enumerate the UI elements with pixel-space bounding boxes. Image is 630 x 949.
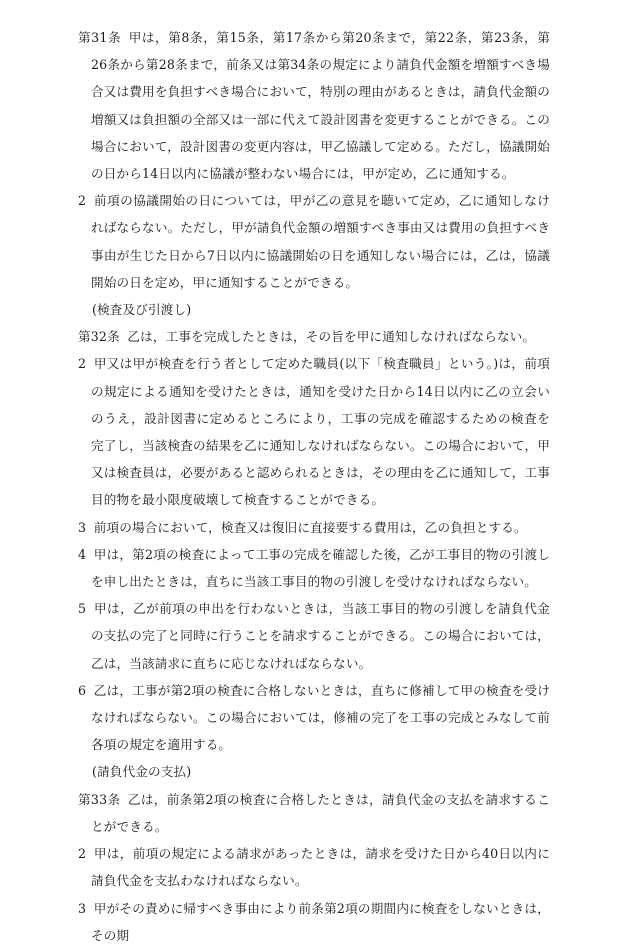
article-number: 第31条 (78, 30, 122, 45)
section-heading-payment: (請負代金の支払) (92, 764, 192, 780)
paragraph-text: 乙は，工事が第2項の検査に合格しないときは，直ちに修補して甲の検査を受けなければならない。この場合においては，修補の完了を工事の完成とみなして前各項の規定を適用する。 (91, 682, 550, 753)
paragraph-text: 甲は，乙が前項の申出を行わないときは，当該工事目的物の引渡しを請負代金の支払の完了と同時に行うことを請求することができる。この場合においては，乙は，当該請求に直ちに応じなければならない。 (91, 601, 550, 671)
paragraph-text: 甲がその責めに帰すべき事由により前条第2項の期間内に検査をしないときは，その期 (91, 900, 550, 943)
paragraph-number: 6 (78, 682, 87, 698)
paragraph-text: 甲は，第2項の検査によって工事の完成を確認した後，乙が工事目的物の引渡しを申し出たときは，直ちに当該工事目的物の引渡しを受けなければならない。 (91, 546, 550, 590)
article-32-para-4 (78, 541, 550, 595)
paragraph-text: 甲又は甲が検査を行う者として定めた職員(以下「検査職員」という。)は，前項の規定による通知を受けたときは，通知を受けた日から14日以内に乙の立会いのうえ，設計図書に定めるところにより，工事の完成を確認するための検査を完了し，当該検査の結果を乙に通知しなければならない。この場合において，甲又は検査員は，必要があると認められるときは，その理由を乙に通知して，工事目的物を最小限度破壊して検査することができる。 (91, 356, 550, 508)
paragraph-number: 2 (78, 846, 87, 862)
article-32-para-2 (78, 350, 550, 513)
paragraph-number: 2 (78, 356, 87, 372)
article-number: 第32条 (78, 329, 120, 345)
section-heading-inspection: (検査及び引渡し) (92, 302, 192, 318)
document-page (78, 24, 550, 949)
article-32-para-6 (78, 677, 550, 759)
article-text: 乙は，工事を完成したときは，その旨を甲に通知しなければならない。 (127, 329, 536, 345)
article-32-para-3 (78, 514, 550, 541)
paragraph-number: 4 (78, 546, 87, 562)
paragraph-text: 前項の場合において，検査又は復旧に直接要する費用は，乙の負担とする。 (93, 519, 527, 535)
article-33-para-2 (78, 840, 550, 894)
paragraph-text: 甲は，前項の規定による請求があったときは，請求を受けた日から40日以内に請負代金を支払わなければならない。 (91, 846, 550, 889)
article-31 (78, 24, 550, 187)
paragraph-number: 5 (78, 601, 87, 617)
article-33 (78, 786, 550, 840)
article-number: 第33条 (78, 791, 121, 807)
paragraph-number: 3 (78, 519, 87, 535)
article-31-para-2 (78, 187, 550, 296)
paragraph-number: 2 (78, 193, 87, 209)
article-text: 乙は，前条第2項の検査に合格したときは，請負代金の支払を請求することができる。 (91, 791, 550, 834)
paragraph-number: 3 (78, 900, 87, 916)
paragraph-text: 前項の協議開始の日については，甲が乙の意見を聴いて定め，乙に通知しなければならない。ただし，甲が請負代金額の増額すべき事由又は費用の負担すべき事由が生じた日から7日以内に協議開始の日を通知しない場合には，乙は，協議開始の日を定め，甲に通知することができる。 (91, 193, 550, 290)
article-32-para-5 (78, 595, 550, 677)
article-32 (78, 323, 550, 350)
article-text: 甲は，第8条，第15条，第17条から第20条まで，第22条，第23条，第26条から第28条まで，前条又は第34条の規定により請負代金額を増額すべき場合又は費用を負担すべき場合において，特別の理由があるときは，請負代金額の増額又は負担額の全部又は一部に代えて設計図書を変更することができる。この場合において，設計図書の変更内容は，甲乙協議して定める。ただし，協議開始の日から14日以内に協議が整わない場合には，甲が定め，乙に通知する。 (91, 30, 550, 182)
